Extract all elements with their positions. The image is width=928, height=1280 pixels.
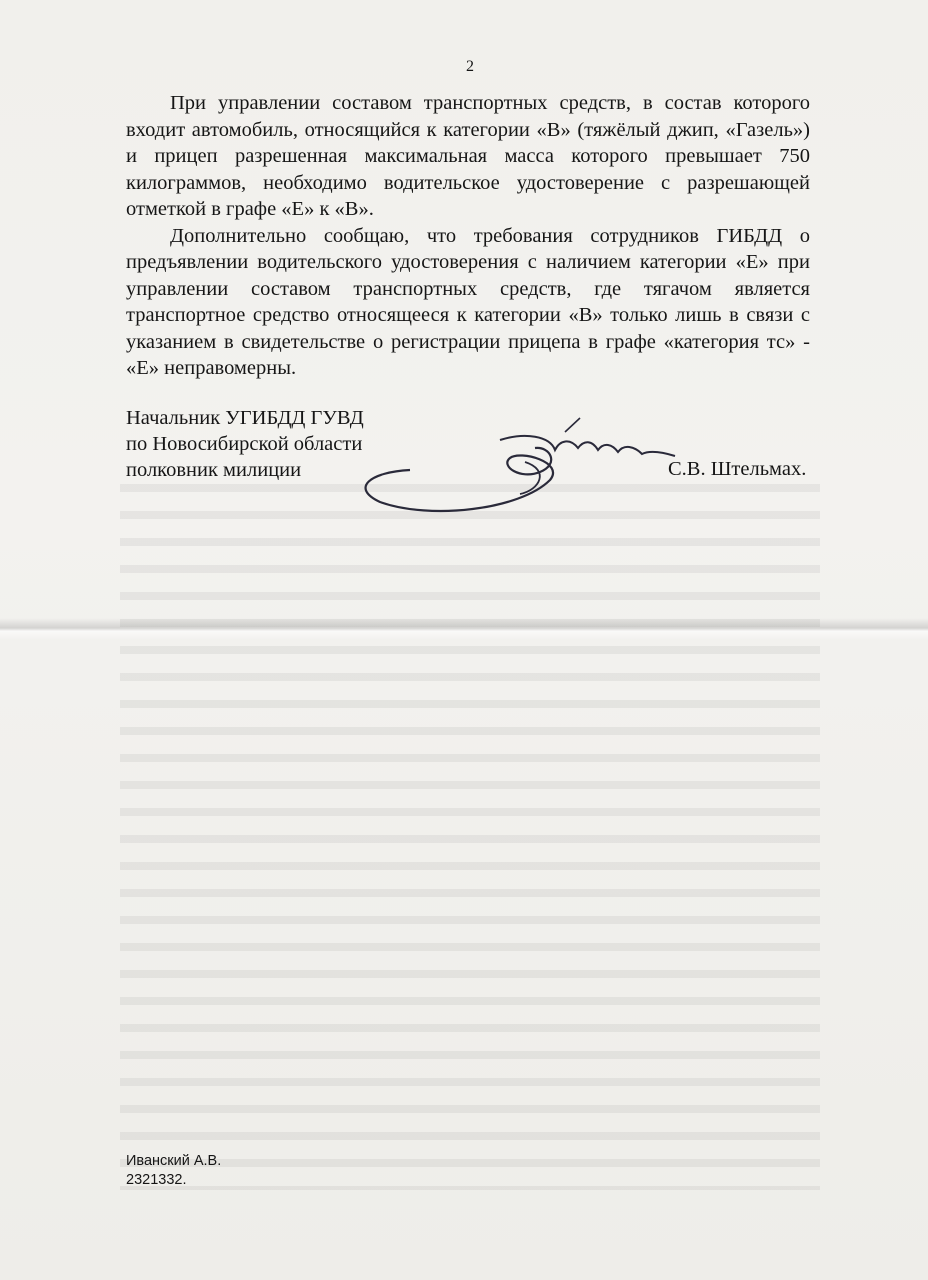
signatory-region: по Новосибирской области xyxy=(126,433,363,455)
paragraph-2: Дополнительно сообщаю, что требования сотрудников ГИБДД о предъявлении водительского удостоверения с наличием категории «Е» при управлении составом транспортных средств, где тягачом является транспортное средство относящееся к категории «В» только лишь в связи с указанием в свидетельстве о регистрации прицепа в графе «категория тс» - «Е» неправомерны. xyxy=(126,224,810,379)
paragraph-1: При управлении составом транспортных средств, в состав которого входит автомобиль, относящийся к категории «В» (тяжёлый джип, «Газель») и прицеп разрешенная максимальная масса которого превышает 750 килограммов, необходимо водительское удостоверение с разрешающей отметкой в графе «Е» к «В». xyxy=(126,92,810,220)
signatory-position: Начальник УГИБДД ГУВД xyxy=(126,407,364,429)
paper-fold xyxy=(0,618,928,640)
bleed-through-text xyxy=(120,470,820,1190)
signatory-rank: полковник милиции xyxy=(126,459,302,481)
signatory-name: С.В. Штельмах. xyxy=(668,458,807,480)
signatory-block xyxy=(126,405,364,483)
handwritten-signature xyxy=(350,410,690,520)
page-number: 2 xyxy=(466,58,474,75)
executor-phone: 2321332. xyxy=(126,1172,187,1188)
letter-body xyxy=(126,90,810,382)
executor-block xyxy=(126,1152,221,1190)
executor-name: Иванский А.В. xyxy=(126,1153,222,1169)
